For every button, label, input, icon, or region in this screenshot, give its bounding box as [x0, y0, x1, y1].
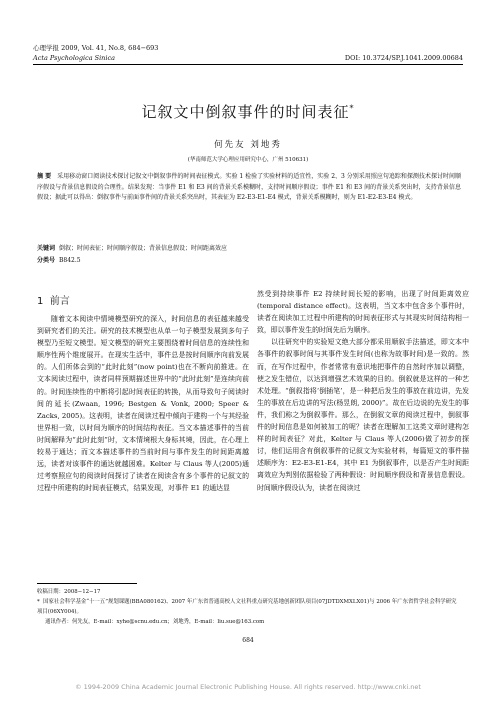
journal-subheader	[33, 54, 463, 63]
title-footnote-mark: *	[349, 104, 355, 113]
left-column	[37, 313, 249, 494]
page-number: 684	[242, 637, 254, 644]
footnote-contact: 通讯作者：何先友，E-mail：xyhe@scnu.edu.cn；刘地秀，E-mail：liu.sue@163.com	[45, 619, 265, 625]
footnote-received: 收稿日期：2008−12−17	[37, 589, 101, 595]
right-paragraph-2: 以往研究中的实验短文绝大部分都采用顺叙手法描述，即文本中各事件的叙事时间与其事件发生时间(也称为故事时间)是一致的。然而，在写作过程中，作者常常有意识地把事件的自然时序加以调整，使之发生错位，以达到增强艺术效果的目的。倒叙就是这样的一种艺术处理。“倒叙指将‘倒插笔’，是一种把后发生的事放在前边讲，先发生的事放在后边讲的写法(杨昱朗, 2000)”。故在后边说的先发生的事件，我们称之为倒叙事件。那么，在倒叙文章的阅读过程中，倒叙事件的时间信息是如何被加工的呢？读者在理解加工这类文章时建构怎样的时间表征？对此，Kelter 与 Claus 等人(2006)做了初步的探讨，他们运用含有倒叙事件的记叙文为实验材料，每篇短文的事件描述顺序为：E2-E3-E1-E4，其中 E1 为倒叙事件，以是否产生时间距离效应为判别依据检验了两种假设：时间顺序假设和背景信息假设。时间顺序假设认为，读者在阅读过	[257, 338, 469, 492]
section-number: 1	[37, 296, 44, 307]
affiliation: (华南师范大学心理应用研究中心，广州 510631)	[187, 157, 309, 163]
section-heading	[37, 292, 70, 307]
copyright-footer: © 1994-2009 China Academic Journal Electronic Publishing House. All rights reserved. http://www.cnki.net	[75, 683, 421, 691]
funding-mark: *	[37, 599, 40, 605]
journal-header	[33, 44, 158, 53]
right-paragraph-1: 然受到持续事件 E2 持续时间长短的影响，出现了时间距离效应(temporal distance effect)。这表明，当文本中包含多个事件时，读者在阅读加工过程中所建构的时间表征形式与其现实时间结构相一致，即以事件发生的时间先后为顺序。	[257, 290, 469, 335]
doi[interactable]: DOI: 10.3724/SP.J.1041.2009.00684	[344, 54, 463, 62]
header-rule	[33, 64, 463, 65]
keywords	[37, 244, 461, 254]
keywords-label: 关键词	[37, 245, 56, 252]
keywords-text: 倒叙；时间表征；时间顺序假设；背景信息假设；时间距离效应	[59, 245, 228, 252]
journal-latin-name: Acta Psychologica Sinica	[33, 54, 115, 62]
footnote-rule	[37, 583, 137, 584]
abstract	[37, 172, 461, 204]
section-title: 前言	[49, 296, 70, 307]
abstract-label: 摘 要	[37, 173, 52, 180]
left-paragraph-1: 随着文本阅读中情境模型研究的深入，时间信息的表征越来越受到研究者们的关注。研究的技术模型也从单一句子模型发展到多句子模型乃至短文模型。短文模型的研究主要围绕着时间信息的连续性和顺序性两个维度展开。在现实生活中，事件总是按时间顺序向前发展的。人们所体会到的“此时此刻”(now point)也在不断向前推进。在文本阅读过程中，读者同样预期描述世界中的“此时此刻”是连续向前的。时间连续性的中断将引起时间表征的转换，从而导致句子阅读时间的延长(Zwaan, 1996; Bestgen & Vonk, 2000; Speer & Zacks, 2005)。这表明，读者在阅读过程中倾向于建构一个与其经验世界相一致，以时间为顺序的时间结构表征。当文本描述事件的当前时间解释为“此时此刻”时，文本情境根大身标其境，因此，在心理上较易于通达；而文本描述事件的当前时间与事件发生的时间距离越远，读者对该事件的通达就越困难。Kelter 与 Claus 等人(2005)通过考察照应句的阅读时间探讨了读者在阅读含有多个事件的记叙文的过程中所建构的时间表征模式，结果发现，对事件 E1 的通达显	[37, 315, 249, 493]
footnote-funding	[37, 597, 461, 617]
journal-citation: 心理学报 2009, Vol. 41, No.8, 684−693	[33, 44, 159, 52]
abstract-text: 采用移动窗口阅读技术探讨记叙文中倒叙事件的时间表征模式。实验 1 检验了实验材料的适宜性，实验 2、3 分别采用照应句追踪和探测技术探讨时间顺序假设与背景信息假设的合理性。结果发现：当事件 E1 和 E3 间的背景关系模糊时，支持时间顺序假设；事件 E1 和 E3 间的背景关系突出时，支持背景信息假设；据此可以得出：倒叙事件与前面事件间的背景关系突出时，其表征为 E2-E3-E1-E4 模式，背景关系模糊时，则为 E1-E2-E3-E4 模式。	[37, 173, 461, 201]
right-column	[257, 288, 469, 494]
authors: 何先友 刘地秀	[214, 140, 282, 150]
classification-label: 分类号	[37, 257, 56, 264]
classification	[37, 256, 461, 266]
article-title	[0, 101, 496, 122]
classification-code: B842.5	[59, 257, 81, 264]
funding-text: 国家社会科学基金“十一五”规划课题(BBA080162)、2007 年广东省普通高校人文社科重点研究基地创新团队项目(07JDTDXMXLX01)与 2006 年广东省哲学社会科学研究项目(06XY004)。	[37, 599, 457, 615]
title-text: 记叙文中倒叙事件的时间表征	[141, 103, 350, 121]
